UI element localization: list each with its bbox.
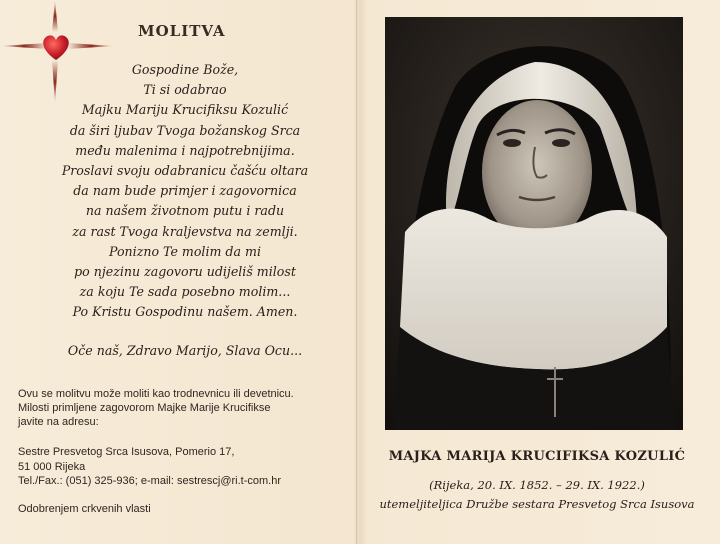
church-approval: Odobrenjem crkvenih vlasti [18, 503, 151, 515]
info-line: javite na adresu: [18, 416, 99, 428]
left-panel [0, 0, 356, 544]
info-text [18, 387, 348, 429]
address-line: Sestre Presvetog Srca Isusova, Pomerio 17, [18, 446, 235, 458]
life-dates: (Rijeka, 20. IX. 1852. – 29. IX. 1922.) [429, 478, 645, 492]
card-fold [356, 0, 359, 544]
contact-address [18, 445, 348, 489]
address-line: Tel./Fax.: (051) 325-936; e-mail: sestrescj@ri.t-com.hr [18, 475, 282, 487]
info-line: Ovu se molitvu može moliti kao trodnevnicu ili devetnicu. [18, 388, 294, 400]
portrait-drawing [385, 17, 683, 430]
prayer-line: za rast Tvoga kraljevstva na zemlji. [72, 223, 298, 239]
founder-role: utemeljiteljica Družbe sestara Presvetog Srca Isusova [379, 497, 695, 511]
prayer-line: po njezinu zagovoru udijeliš milost [74, 264, 296, 280]
prayer-title: MOLITVA [138, 22, 226, 40]
prayer-line: Ti si odabrao [143, 82, 227, 98]
prayer-line: među malenima i najpotrebnijima. [75, 142, 295, 158]
prayer-line: da nam bude primjer i zagovornica [73, 183, 297, 199]
prayer-line: za koju Te sada posebno molim... [79, 284, 291, 300]
prayer-line: Gospodine Bože, [131, 62, 239, 77]
prayer-line: na našem životnom putu i radu [85, 203, 285, 219]
prayer-line: Po Kristu Gospodinu našem. Amen. [72, 304, 298, 320]
closing-prayers: Oče naš, Zdravo Marijo, Slava Ocu... [67, 343, 303, 358]
prayer-line: Majku Mariju Krucifiksu Kozulić [81, 102, 289, 118]
prayer-text [14, 60, 356, 323]
address-line: 51 000 Rijeka [18, 460, 86, 473]
nun-name: MAJKA MARIJA KRUCIFIKSA KOZULIĆ [388, 449, 686, 464]
prayer-line: Proslavi svoju odabranicu čašću oltara [61, 163, 309, 179]
info-line: Milosti primljene zagovorom Majke Marije Krucifikse [18, 402, 271, 414]
prayer-line: da širi ljubav Tvoga božanskog Srca [69, 122, 301, 138]
prayer-line: Ponizno Te molim da mi [109, 243, 261, 259]
nun-portrait [385, 17, 683, 430]
